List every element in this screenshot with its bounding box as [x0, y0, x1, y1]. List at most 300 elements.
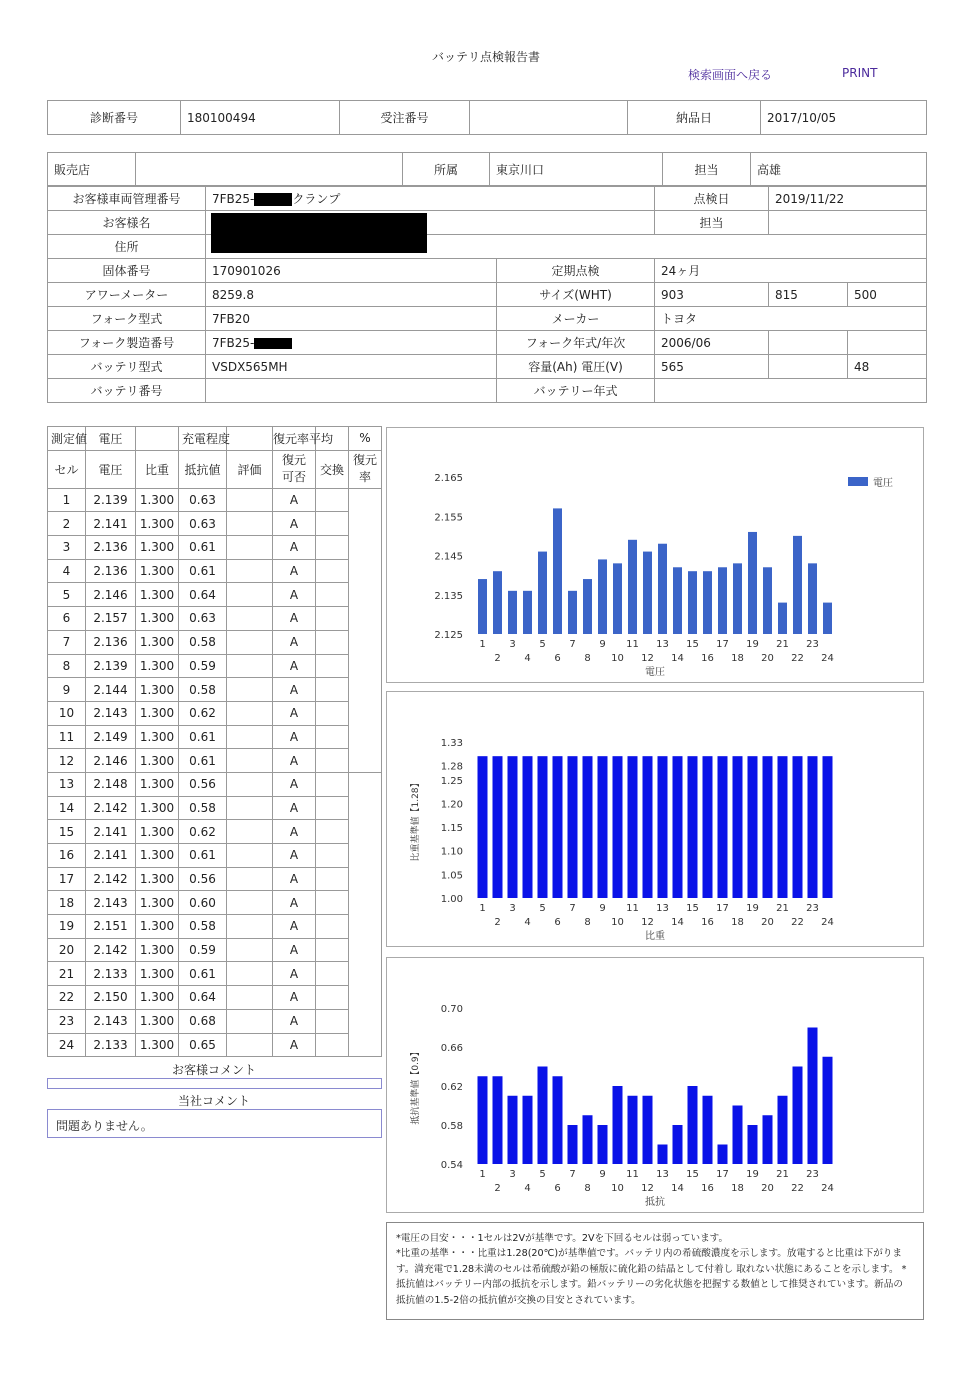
- cell-sg: 1.300: [136, 488, 179, 512]
- measure-value: 電圧: [86, 427, 136, 451]
- vehicle-prefix: 7FB25-: [212, 192, 255, 206]
- cell-recoverable: A: [273, 915, 316, 939]
- bar-14: [673, 756, 683, 898]
- x-tick-label: 15: [686, 903, 699, 914]
- x-tick-label: 3: [509, 903, 516, 914]
- bar-13: [658, 544, 667, 634]
- cell-number: 12: [48, 749, 86, 773]
- inspect-date-label: 点検日: [655, 187, 769, 211]
- cell-sg: 1.300: [136, 607, 179, 631]
- cell-sg: 1.300: [136, 536, 179, 560]
- cell-voltage: 2.148: [86, 772, 136, 796]
- cell-voltage: 2.142: [86, 867, 136, 891]
- cell-replace: [316, 678, 349, 702]
- order-number-value: [470, 101, 628, 135]
- x-tick-label: 6: [554, 1183, 561, 1194]
- bar-11: [628, 1096, 638, 1164]
- x-tick-label: 23: [806, 1169, 819, 1180]
- cell-voltage: 2.143: [86, 1009, 136, 1033]
- cell-voltage: 2.142: [86, 796, 136, 820]
- cell-evaluation: [227, 607, 273, 631]
- cell-evaluation: [227, 820, 273, 844]
- cell-sg: 1.300: [136, 1033, 179, 1057]
- cell-resistance: 0.65: [179, 1033, 227, 1057]
- y-tick-label: 2.125: [434, 630, 463, 641]
- x-tick-label: 16: [701, 1183, 714, 1194]
- cell-resistance: 0.64: [179, 583, 227, 607]
- bar-18: [733, 1106, 743, 1165]
- x-tick-label: 13: [656, 1169, 669, 1180]
- cell-recoverable: A: [273, 1033, 316, 1057]
- cell-replace: [316, 938, 349, 962]
- bar-22: [793, 536, 802, 634]
- x-tick-label: 9: [599, 639, 606, 650]
- col-header-sg: 比重: [136, 450, 179, 488]
- fork-year-empty-2: [848, 331, 927, 355]
- cell-sg: 1.300: [136, 512, 179, 536]
- bar-18: [733, 563, 742, 634]
- customer-name-label: お客様名: [48, 211, 206, 235]
- cell-number: 14: [48, 796, 86, 820]
- cell-sg: 1.300: [136, 891, 179, 915]
- x-tick-label: 22: [791, 653, 804, 664]
- cell-sg: 1.300: [136, 701, 179, 725]
- y-tick-label: 2.135: [434, 590, 463, 602]
- bar-9: [598, 1125, 608, 1164]
- table-row: [48, 844, 382, 868]
- cell-resistance: 0.58: [179, 915, 227, 939]
- cell-sg: 1.300: [136, 844, 179, 868]
- fork-serial-value: [206, 331, 497, 355]
- x-tick-label: 19: [746, 903, 759, 914]
- bar-6: [553, 756, 563, 898]
- cell-evaluation: [227, 512, 273, 536]
- x-tick-label: 10: [611, 917, 624, 928]
- cell-number: 19: [48, 915, 86, 939]
- periodic-label: 定期点検: [497, 259, 655, 283]
- x-axis-label: 比重: [645, 931, 665, 942]
- bar-15: [688, 1086, 698, 1164]
- cell-sg: 1.300: [136, 772, 179, 796]
- cell-voltage: 2.136: [86, 630, 136, 654]
- measure-label: 測定値: [48, 427, 86, 451]
- bar-8: [583, 579, 592, 634]
- cell-recoverable: A: [273, 654, 316, 678]
- table-row: [48, 772, 382, 796]
- x-tick-label: 2: [494, 653, 501, 664]
- bar-13: [658, 756, 668, 898]
- x-tick-label: 6: [554, 653, 561, 664]
- cell-replace: [316, 536, 349, 560]
- back-to-search-link[interactable]: 検索画面へ戻る: [688, 68, 773, 82]
- charge-label: 充電程度: [179, 427, 227, 451]
- cell-recoverable: A: [273, 512, 316, 536]
- x-tick-label: 16: [701, 653, 714, 664]
- cell-replace: [316, 1033, 349, 1057]
- cell-replace: [316, 844, 349, 868]
- cell-sg: 1.300: [136, 796, 179, 820]
- battery-type-value: VSDX565MH: [206, 355, 497, 379]
- cell-evaluation: [227, 986, 273, 1010]
- cell-recoverable: A: [273, 772, 316, 796]
- note-line: *比重の基準・・・比重は1.28(20℃)が基準値です。バッテリ内の希硫酸濃度を示します。放電すると比重は下がりま: [396, 1248, 902, 1260]
- cell-sg: 1.300: [136, 583, 179, 607]
- legend-swatch: [848, 477, 868, 486]
- battery-type-label: バッテリ型式: [48, 355, 206, 379]
- cell-sg: 1.300: [136, 867, 179, 891]
- note-line: 抵抗値はバッテリー内部の抵抗を示します。鉛バッテリーの劣化状態を把握する数値として推奨されています。新品の: [396, 1279, 903, 1291]
- cell-number: 2: [48, 512, 86, 536]
- bar-21: [778, 756, 788, 898]
- table-row: [48, 867, 382, 891]
- x-tick-label: 15: [686, 1169, 699, 1180]
- x-tick-label: 15: [686, 639, 699, 650]
- cell-evaluation: [227, 583, 273, 607]
- cell-resistance: 0.58: [179, 630, 227, 654]
- cell-resistance: 0.61: [179, 962, 227, 986]
- redaction-block: [254, 338, 292, 349]
- cell-evaluation: [227, 536, 273, 560]
- col-header-evaluation: 評価: [227, 450, 273, 488]
- cell-replace: [316, 630, 349, 654]
- cell-evaluation: [227, 654, 273, 678]
- capacity-empty: [769, 355, 848, 379]
- x-tick-label: 9: [599, 903, 606, 914]
- table-row: [48, 749, 382, 773]
- voltage-value: 48: [848, 355, 927, 379]
- staff2-value: [769, 211, 927, 235]
- x-tick-label: 7: [569, 903, 576, 914]
- cell-resistance: 0.58: [179, 678, 227, 702]
- cell-voltage: 2.149: [86, 725, 136, 749]
- x-tick-label: 19: [746, 1169, 759, 1180]
- fork-type-label: フォーク型式: [48, 307, 206, 331]
- table-row: [48, 725, 382, 749]
- cell-number: 8: [48, 654, 86, 678]
- bar-9: [598, 559, 607, 634]
- bar-1: [478, 579, 487, 634]
- cell-voltage: 2.133: [86, 962, 136, 986]
- diagnosis-number-value: 180100494: [181, 101, 340, 135]
- cell-number: 10: [48, 701, 86, 725]
- x-tick-label: 20: [761, 653, 774, 664]
- table-row: [48, 607, 382, 631]
- x-tick-label: 17: [716, 639, 729, 650]
- bar-4: [523, 1096, 533, 1164]
- cell-resistance: 0.59: [179, 938, 227, 962]
- bar-7: [568, 1125, 578, 1164]
- x-tick-label: 23: [806, 903, 819, 914]
- bar-17: [718, 1145, 728, 1165]
- x-tick-label: 14: [671, 1183, 684, 1194]
- cell-number: 22: [48, 986, 86, 1010]
- bar-21: [778, 1096, 788, 1164]
- cell-sg: 1.300: [136, 1009, 179, 1033]
- y-tick-label: 2.155: [434, 512, 463, 524]
- cell-number: 4: [48, 559, 86, 583]
- cell-recoverable: A: [273, 820, 316, 844]
- bar-6: [553, 508, 562, 634]
- table-row: [48, 915, 382, 939]
- cell-number: 21: [48, 962, 86, 986]
- cell-sg: 1.300: [136, 962, 179, 986]
- table-row: [48, 654, 382, 678]
- x-tick-label: 9: [599, 1169, 606, 1180]
- delivery-date-label: 納品日: [628, 101, 761, 135]
- cell-resistance: 0.61: [179, 559, 227, 583]
- notes-box: [386, 1222, 924, 1320]
- bar-9: [598, 756, 608, 898]
- cell-number: 23: [48, 1009, 86, 1033]
- cell-sg: 1.300: [136, 749, 179, 773]
- cell-number: 18: [48, 891, 86, 915]
- header-recover-1: 復元: [281, 453, 306, 468]
- x-tick-label: 14: [671, 917, 684, 928]
- cell-evaluation: [227, 938, 273, 962]
- x-tick-label: 12: [641, 917, 654, 928]
- bar-5: [538, 552, 547, 634]
- print-link[interactable]: PRINT: [842, 66, 878, 80]
- cell-number: 24: [48, 1033, 86, 1057]
- hour-meter-value: 8259.8: [206, 283, 497, 307]
- cell-voltage: 2.133: [86, 1033, 136, 1057]
- cell-replace: [316, 654, 349, 678]
- cell-replace: [316, 488, 349, 512]
- cell-sg: 1.300: [136, 630, 179, 654]
- cell-replace: [316, 725, 349, 749]
- fork-serial-prefix: 7FB25-: [212, 335, 255, 350]
- cell-number: 15: [48, 820, 86, 844]
- x-tick-label: 1: [479, 1169, 486, 1180]
- bar-3: [508, 591, 517, 634]
- cell-evaluation: [227, 844, 273, 868]
- cell-recoverable: A: [273, 488, 316, 512]
- table-row: [48, 938, 382, 962]
- bar-16: [703, 571, 712, 634]
- cell-number: 9: [48, 678, 86, 702]
- cell-replace: [316, 701, 349, 725]
- x-axis-label: 電圧: [645, 667, 665, 678]
- periodic-value: 24ヶ月: [655, 259, 927, 283]
- cell-number: 13: [48, 772, 86, 796]
- y-tick-label: 0.62: [440, 1082, 463, 1093]
- cell-voltage: 2.146: [86, 749, 136, 773]
- x-tick-label: 24: [821, 1183, 834, 1194]
- x-axis-label: 抵抗: [645, 1197, 665, 1208]
- voltage-chart: [387, 428, 923, 682]
- cell-recoverable: A: [273, 891, 316, 915]
- x-tick-label: 11: [626, 1169, 639, 1180]
- cell-sg: 1.300: [136, 725, 179, 749]
- capacity-label: 容量(Ah) 電圧(V): [497, 355, 655, 379]
- bar-5: [538, 756, 548, 898]
- col-header-rate: [349, 450, 382, 488]
- bar-11: [628, 756, 638, 898]
- cell-voltage: 2.139: [86, 488, 136, 512]
- cell-recoverable: A: [273, 701, 316, 725]
- battery-year-label: バッテリー年式: [497, 379, 655, 403]
- cell-replace: [316, 962, 349, 986]
- cell-voltage: 2.146: [86, 583, 136, 607]
- note-line: す。満充電で1.28未満のセルは希硫酸が鉛の極版に硫化鉛の結晶として付着し 取れない状態にあることを示します。 *: [396, 1263, 907, 1275]
- table-row: [48, 1009, 382, 1033]
- bar-7: [568, 591, 577, 634]
- cell-sg: 1.300: [136, 559, 179, 583]
- x-tick-label: 12: [641, 653, 654, 664]
- size-label: サイズ(WHT): [497, 283, 655, 307]
- x-tick-label: 20: [761, 1183, 774, 1194]
- bar-24: [823, 603, 832, 634]
- cell-number: 6: [48, 607, 86, 631]
- cell-evaluation: [227, 725, 273, 749]
- order-number-label: 受注番号: [340, 101, 470, 135]
- bar-15: [688, 571, 697, 634]
- y-tick-label: 1.20: [440, 799, 463, 811]
- cell-recoverable: A: [273, 938, 316, 962]
- table-row: [48, 820, 382, 844]
- cell-number: 5: [48, 583, 86, 607]
- x-tick-label: 2: [494, 917, 501, 928]
- bar-15: [688, 756, 698, 898]
- x-tick-label: 5: [539, 903, 546, 914]
- store-label: 販売店: [48, 153, 136, 186]
- bar-6: [553, 1076, 563, 1164]
- cell-voltage: 2.157: [86, 607, 136, 631]
- bar-2: [493, 756, 503, 898]
- cell-evaluation: [227, 678, 273, 702]
- y-axis-label: 比重基準値【1.28】: [411, 778, 421, 862]
- size-w-value: 903: [655, 283, 769, 307]
- bar-22: [793, 756, 803, 898]
- y-tick-label: 1.28: [440, 761, 463, 773]
- cell-evaluation: [227, 891, 273, 915]
- cell-voltage: 2.143: [86, 701, 136, 725]
- x-tick-label: 8: [584, 917, 591, 928]
- fork-type-value: 7FB20: [206, 307, 497, 331]
- cell-replace: [316, 867, 349, 891]
- cell-evaluation: [227, 962, 273, 986]
- cell-evaluation: [227, 796, 273, 820]
- bar-20: [763, 567, 772, 634]
- cell-recovery-rate: [349, 488, 382, 772]
- table-row: [48, 678, 382, 702]
- cell-replace: [316, 559, 349, 583]
- bar-10: [613, 563, 622, 634]
- cell-resistance: 0.61: [179, 536, 227, 560]
- table-row: [48, 630, 382, 654]
- cell-voltage: 2.144: [86, 678, 136, 702]
- x-tick-label: 4: [524, 653, 531, 664]
- table-row: [48, 559, 382, 583]
- cell-voltage: 2.151: [86, 915, 136, 939]
- bar-3: [508, 1096, 518, 1164]
- cell-recoverable: A: [273, 844, 316, 868]
- x-tick-label: 12: [641, 1183, 654, 1194]
- staff-label: 担当: [663, 153, 751, 186]
- y-axis-label: 抵抗基準値【0.9】: [411, 1047, 421, 1125]
- table-row: [48, 1033, 382, 1057]
- x-tick-label: 1: [479, 903, 486, 914]
- cell-recoverable: A: [273, 749, 316, 773]
- cell-replace: [316, 607, 349, 631]
- bar-16: [703, 1096, 713, 1164]
- maker-label: メーカー: [497, 307, 655, 331]
- charge-value: [227, 427, 273, 451]
- staff-value: 高雄: [751, 153, 927, 186]
- y-tick-label: 0.54: [440, 1160, 463, 1171]
- cell-voltage: 2.150: [86, 986, 136, 1010]
- table-row: [48, 962, 382, 986]
- y-tick-label: 2.165: [434, 473, 463, 484]
- cell-replace: [316, 820, 349, 844]
- cell-recoverable: A: [273, 607, 316, 631]
- cell-resistance: 0.63: [179, 488, 227, 512]
- cell-resistance: 0.60: [179, 891, 227, 915]
- bar-23: [808, 563, 817, 634]
- x-tick-label: 24: [821, 653, 834, 664]
- vehicle-number-value: [206, 187, 655, 211]
- customer-redaction: [211, 213, 427, 253]
- col-header-resistance: 抵抗値: [179, 450, 227, 488]
- cell-resistance: 0.62: [179, 820, 227, 844]
- cell-replace: [316, 583, 349, 607]
- table-row: [48, 701, 382, 725]
- address-label: 住所: [48, 235, 206, 259]
- cell-resistance: 0.68: [179, 1009, 227, 1033]
- bar-18: [733, 756, 743, 898]
- bar-8: [583, 756, 593, 898]
- vehicle-info-table: [47, 186, 927, 403]
- x-tick-label: 13: [656, 639, 669, 650]
- cell-evaluation: [227, 867, 273, 891]
- cell-sg: 1.300: [136, 938, 179, 962]
- bar-19: [748, 1125, 758, 1164]
- store-table: [47, 152, 927, 186]
- x-tick-label: 17: [716, 903, 729, 914]
- inspect-date-value: 2019/11/22: [769, 187, 927, 211]
- x-tick-label: 20: [761, 917, 774, 928]
- bar-5: [538, 1067, 548, 1165]
- cell-rows: [48, 488, 382, 1057]
- cell-recoverable: A: [273, 1009, 316, 1033]
- cell-sg: 1.300: [136, 678, 179, 702]
- cell-number: 11: [48, 725, 86, 749]
- bar-12: [643, 756, 653, 898]
- x-tick-label: 19: [746, 639, 759, 650]
- diagnosis-number-label: 診断番号: [48, 101, 181, 135]
- cell-replace: [316, 986, 349, 1010]
- x-tick-label: 3: [509, 1169, 516, 1180]
- bar-10: [613, 1086, 623, 1164]
- bar-12: [643, 552, 652, 634]
- y-tick-label: 1.05: [440, 870, 463, 882]
- cell-number: 16: [48, 844, 86, 868]
- table-row: [48, 583, 382, 607]
- cell-resistance: 0.59: [179, 654, 227, 678]
- capacity-value: 565: [655, 355, 769, 379]
- unit-number-value: 170901026: [206, 259, 497, 283]
- resistance-chart: [387, 958, 923, 1212]
- y-tick-label: 1.00: [440, 894, 463, 905]
- x-tick-label: 1: [479, 639, 486, 650]
- bar-14: [673, 1125, 683, 1164]
- bar-19: [748, 532, 757, 634]
- cell-evaluation: [227, 701, 273, 725]
- customer-comment-box[interactable]: [47, 1078, 382, 1089]
- company-comment-box[interactable]: 問題ありません。: [47, 1109, 382, 1138]
- bar-20: [763, 756, 773, 898]
- cell-evaluation: [227, 1009, 273, 1033]
